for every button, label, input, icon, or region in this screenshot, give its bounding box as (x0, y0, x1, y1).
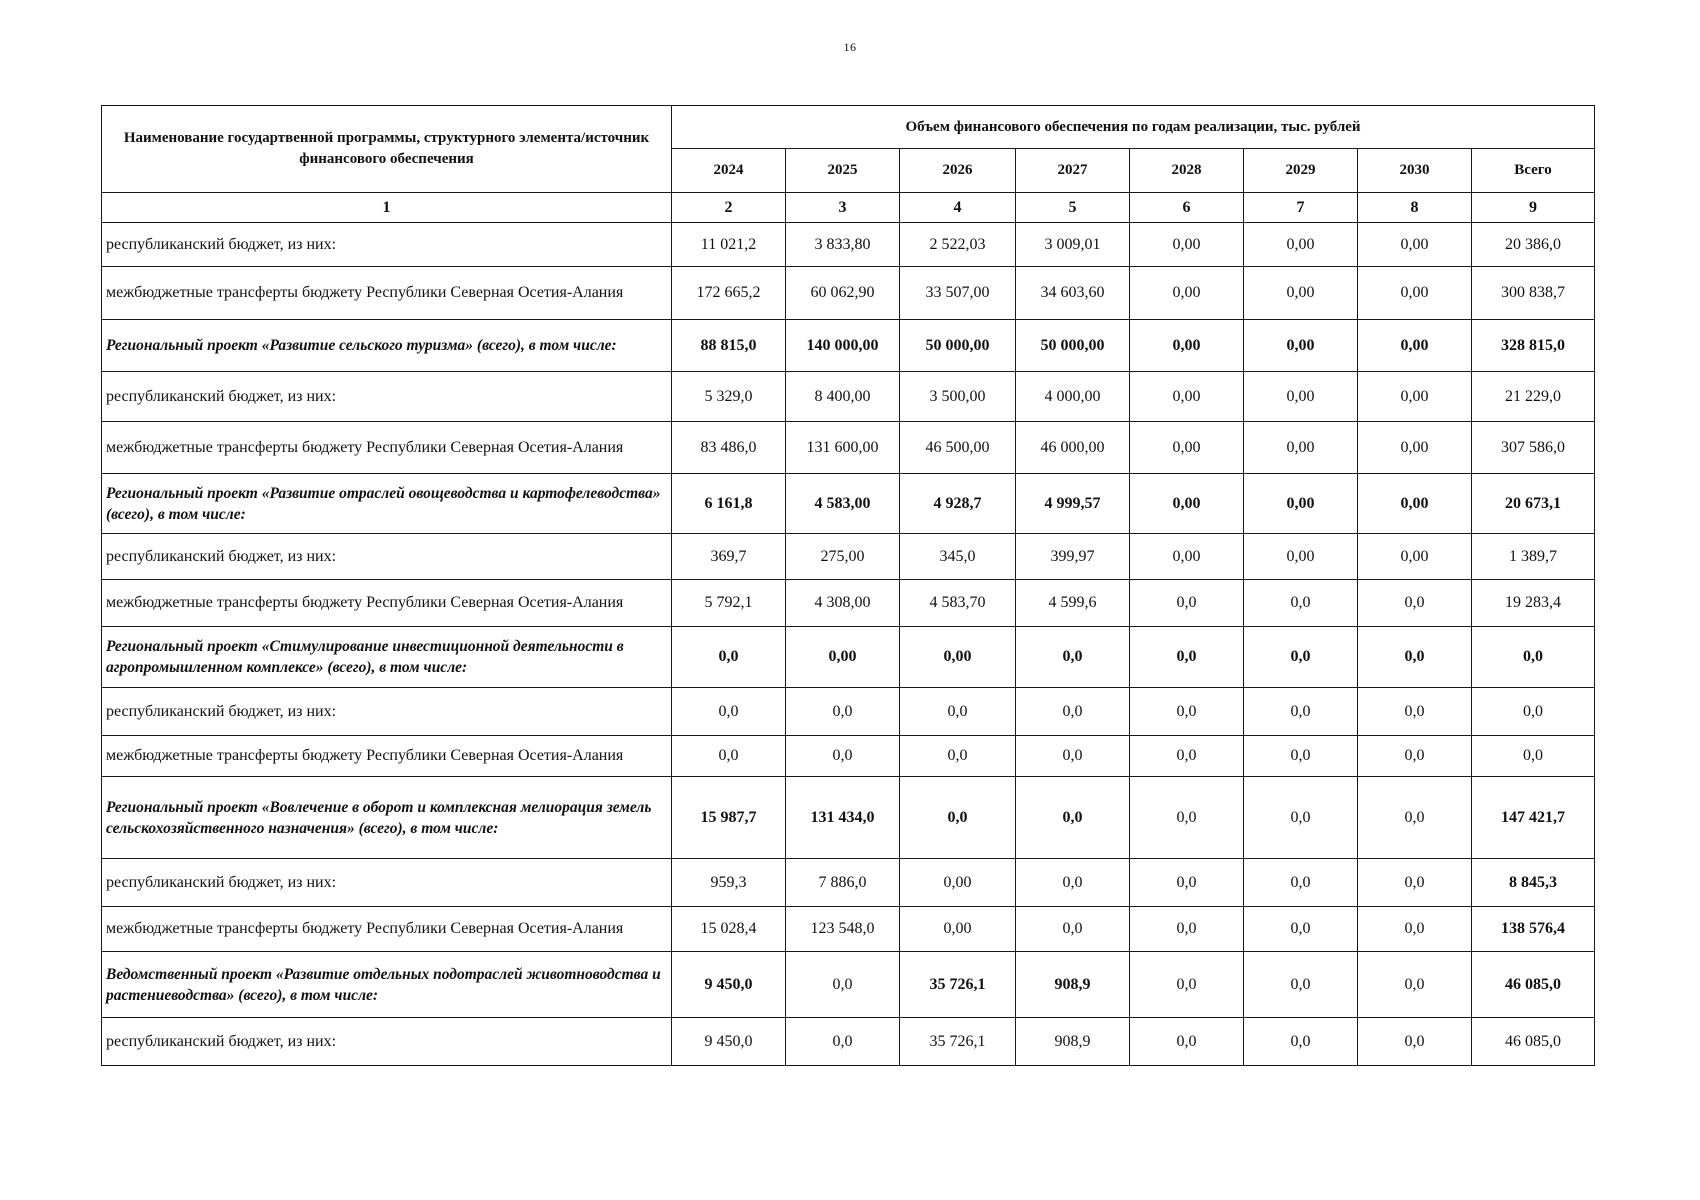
total-header: Всего (1472, 149, 1595, 193)
table-row (102, 422, 1595, 474)
row-name-cell: межбюджетные трансферты бюджету Республики Северная Осетия-Алания (102, 580, 672, 627)
value-cell: 0,0 (1016, 736, 1130, 777)
year-header-2026: 2026 (900, 149, 1016, 193)
value-cell: 307 586,0 (1472, 422, 1595, 474)
row-name-cell: Региональный проект «Вовлечение в оборот и комплексная мелиорация земель сельскохозяйственного назначения» (всего), в том числе: (102, 777, 672, 859)
value-cell: 138 576,4 (1472, 907, 1595, 952)
table-row (102, 580, 1595, 627)
column-index: 3 (786, 193, 900, 223)
value-cell: 33 507,00 (900, 267, 1016, 320)
column-index: 8 (1358, 193, 1472, 223)
value-cell: 50 000,00 (900, 320, 1016, 372)
year-header-2030: 2030 (1358, 149, 1472, 193)
value-cell: 0,00 (1244, 372, 1358, 422)
value-cell: 9 450,0 (672, 1018, 786, 1066)
value-cell: 0,00 (1358, 474, 1472, 534)
value-cell: 46 000,00 (1016, 422, 1130, 474)
year-header-2029: 2029 (1244, 149, 1358, 193)
value-cell: 3 833,80 (786, 223, 900, 267)
table-row (102, 223, 1595, 267)
value-cell: 35 726,1 (900, 952, 1016, 1018)
value-cell: 35 726,1 (900, 1018, 1016, 1066)
value-cell: 123 548,0 (786, 907, 900, 952)
header-row-1 (102, 106, 1595, 149)
year-header-2024: 2024 (672, 149, 786, 193)
year-header-2028: 2028 (1130, 149, 1244, 193)
value-cell: 4 583,70 (900, 580, 1016, 627)
value-cell: 6 161,8 (672, 474, 786, 534)
table-row (102, 474, 1595, 534)
value-cell: 11 021,2 (672, 223, 786, 267)
table-row (102, 267, 1595, 320)
value-cell: 0,0 (1244, 952, 1358, 1018)
table-row (102, 627, 1595, 688)
value-cell: 0,0 (1358, 688, 1472, 736)
page-number: 16 (843, 40, 857, 54)
column-index: 2 (672, 193, 786, 223)
table-row (102, 534, 1595, 580)
table-row (102, 907, 1595, 952)
value-cell: 60 062,90 (786, 267, 900, 320)
value-cell: 0,0 (1244, 688, 1358, 736)
value-cell: 0,0 (786, 1018, 900, 1066)
value-cell: 0,00 (1358, 534, 1472, 580)
value-cell: 0,00 (1244, 534, 1358, 580)
value-cell: 140 000,00 (786, 320, 900, 372)
value-cell: 147 421,7 (1472, 777, 1595, 859)
value-cell: 0,0 (1358, 580, 1472, 627)
value-cell: 0,0 (1244, 859, 1358, 907)
value-cell: 4 583,00 (786, 474, 900, 534)
row-name-cell: межбюджетные трансферты бюджету Республики Северная Осетия-Алания (102, 422, 672, 474)
value-cell: 4 999,57 (1016, 474, 1130, 534)
value-cell: 0,0 (1244, 907, 1358, 952)
value-cell: 0,00 (786, 627, 900, 688)
column-index: 5 (1016, 193, 1130, 223)
row-name-cell: Региональный проект «Развитие сельского туризма» (всего), в том числе: (102, 320, 672, 372)
value-cell: 0,0 (1358, 952, 1472, 1018)
value-cell: 20 386,0 (1472, 223, 1595, 267)
value-cell: 5 792,1 (672, 580, 786, 627)
table-row (102, 777, 1595, 859)
value-cell: 4 599,6 (1016, 580, 1130, 627)
value-cell: 0,0 (1130, 777, 1244, 859)
value-cell: 0,00 (1130, 223, 1244, 267)
value-cell: 4 000,00 (1016, 372, 1130, 422)
table-row (102, 320, 1595, 372)
name-column-header: Наименование государтвенной программы, структурного элемента/источник финансового обеспечения (102, 106, 672, 193)
row-name-cell: Региональный проект «Стимулирование инвестиционной деятельности в агропромышленном комплексе» (всего), в том числе: (102, 627, 672, 688)
value-cell: 4 308,00 (786, 580, 900, 627)
value-cell: 0,0 (786, 688, 900, 736)
value-cell: 21 229,0 (1472, 372, 1595, 422)
value-cell: 0,0 (1016, 688, 1130, 736)
row-name-cell: республиканский бюджет, из них: (102, 223, 672, 267)
value-cell: 0,0 (1358, 736, 1472, 777)
value-cell: 0,0 (1358, 1018, 1472, 1066)
value-cell: 3 009,01 (1016, 223, 1130, 267)
value-cell: 0,0 (672, 688, 786, 736)
value-cell: 0,0 (1472, 688, 1595, 736)
row-name-cell: республиканский бюджет, из них: (102, 1018, 672, 1066)
value-cell: 20 673,1 (1472, 474, 1595, 534)
value-cell: 0,00 (1358, 372, 1472, 422)
value-cell: 0,0 (1130, 736, 1244, 777)
value-cell: 0,0 (1130, 580, 1244, 627)
row-name-cell: Региональный проект «Развитие отраслей овощеводства и картофелеводства» (всего), в том числе: (102, 474, 672, 534)
value-cell: 50 000,00 (1016, 320, 1130, 372)
value-cell: 15 028,4 (672, 907, 786, 952)
value-cell: 3 500,00 (900, 372, 1016, 422)
value-cell: 0,00 (900, 907, 1016, 952)
value-cell: 959,3 (672, 859, 786, 907)
value-cell: 0,0 (1130, 1018, 1244, 1066)
value-cell: 0,0 (1016, 859, 1130, 907)
value-cell: 0,00 (900, 859, 1016, 907)
value-cell: 83 486,0 (672, 422, 786, 474)
row-name-cell: республиканский бюджет, из них: (102, 372, 672, 422)
value-cell: 0,0 (1244, 627, 1358, 688)
column-index: 7 (1244, 193, 1358, 223)
value-cell: 131 434,0 (786, 777, 900, 859)
value-cell: 908,9 (1016, 1018, 1130, 1066)
value-cell: 46 085,0 (1472, 1018, 1595, 1066)
value-cell: 88 815,0 (672, 320, 786, 372)
value-cell: 0,00 (1130, 422, 1244, 474)
table-row (102, 1018, 1595, 1066)
value-cell: 275,00 (786, 534, 900, 580)
value-cell: 5 329,0 (672, 372, 786, 422)
row-name-cell: Ведомственный проект «Развитие отдельных подотраслей животноводства и растениеводства» (всего), в том числе: (102, 952, 672, 1018)
value-cell: 0,0 (1016, 627, 1130, 688)
value-cell: 0,00 (1244, 223, 1358, 267)
value-cell: 8 400,00 (786, 372, 900, 422)
row-name-cell: республиканский бюджет, из них: (102, 859, 672, 907)
value-cell: 0,00 (1244, 267, 1358, 320)
row-name-cell: республиканский бюджет, из них: (102, 688, 672, 736)
table-body (102, 223, 1595, 1066)
value-cell: 0,0 (900, 688, 1016, 736)
value-cell: 0,0 (672, 627, 786, 688)
value-cell: 0,0 (786, 952, 900, 1018)
value-cell: 0,00 (1244, 422, 1358, 474)
value-cell: 0,0 (1016, 777, 1130, 859)
value-cell: 0,0 (1130, 688, 1244, 736)
year-header-2025: 2025 (786, 149, 900, 193)
value-cell: 0,00 (1358, 422, 1472, 474)
value-cell: 0,0 (672, 736, 786, 777)
row-name-cell: республиканский бюджет, из них: (102, 534, 672, 580)
value-cell: 0,0 (1244, 1018, 1358, 1066)
value-cell: 0,00 (1130, 267, 1244, 320)
value-cell: 0,00 (1130, 320, 1244, 372)
value-cell: 15 987,7 (672, 777, 786, 859)
year-header-2027: 2027 (1016, 149, 1130, 193)
value-cell: 0,0 (1016, 907, 1130, 952)
value-cell: 369,7 (672, 534, 786, 580)
value-cell: 0,00 (1130, 372, 1244, 422)
value-cell: 0,00 (900, 627, 1016, 688)
value-cell: 0,00 (1244, 474, 1358, 534)
value-cell: 0,00 (1358, 320, 1472, 372)
value-cell: 0,0 (1472, 736, 1595, 777)
value-cell: 0,00 (1358, 223, 1472, 267)
value-cell: 46 085,0 (1472, 952, 1595, 1018)
value-cell: 0,0 (1358, 859, 1472, 907)
financing-group-header: Объем финансового обеспечения по годам реализации, тыс. рублей (672, 106, 1595, 149)
table-row (102, 952, 1595, 1018)
value-cell: 1 389,7 (1472, 534, 1595, 580)
value-cell: 345,0 (900, 534, 1016, 580)
value-cell: 0,0 (786, 736, 900, 777)
value-cell: 328 815,0 (1472, 320, 1595, 372)
column-index: 1 (102, 193, 672, 223)
value-cell: 0,0 (1130, 907, 1244, 952)
value-cell: 9 450,0 (672, 952, 786, 1018)
value-cell: 0,0 (1244, 777, 1358, 859)
value-cell: 0,0 (1472, 627, 1595, 688)
value-cell: 300 838,7 (1472, 267, 1595, 320)
table-row (102, 736, 1595, 777)
row-name-cell: межбюджетные трансферты бюджету Республики Северная Осетия-Алания (102, 267, 672, 320)
value-cell: 131 600,00 (786, 422, 900, 474)
value-cell: 0,00 (1130, 474, 1244, 534)
table-row (102, 859, 1595, 907)
column-index-row (102, 193, 1595, 223)
value-cell: 0,00 (1130, 534, 1244, 580)
column-index: 6 (1130, 193, 1244, 223)
value-cell: 0,0 (1130, 859, 1244, 907)
value-cell: 34 603,60 (1016, 267, 1130, 320)
value-cell: 19 283,4 (1472, 580, 1595, 627)
table-row (102, 688, 1595, 736)
value-cell: 2 522,03 (900, 223, 1016, 267)
value-cell: 46 500,00 (900, 422, 1016, 474)
value-cell: 0,0 (1244, 736, 1358, 777)
value-cell: 0,0 (1130, 627, 1244, 688)
column-index: 4 (900, 193, 1016, 223)
value-cell: 0,0 (1358, 627, 1472, 688)
value-cell: 399,97 (1016, 534, 1130, 580)
table-row (102, 372, 1595, 422)
column-index: 9 (1472, 193, 1595, 223)
value-cell: 0,0 (900, 736, 1016, 777)
value-cell: 0,00 (1244, 320, 1358, 372)
value-cell: 0,0 (1244, 580, 1358, 627)
value-cell: 0,0 (1358, 907, 1472, 952)
value-cell: 0,00 (1358, 267, 1472, 320)
value-cell: 7 886,0 (786, 859, 900, 907)
value-cell: 0,0 (1358, 777, 1472, 859)
value-cell: 172 665,2 (672, 267, 786, 320)
value-cell: 4 928,7 (900, 474, 1016, 534)
value-cell: 8 845,3 (1472, 859, 1595, 907)
row-name-cell: межбюджетные трансферты бюджету Республики Северная Осетия-Алания (102, 907, 672, 952)
value-cell: 0,0 (900, 777, 1016, 859)
financing-table (101, 105, 1595, 1066)
row-name-cell: межбюджетные трансферты бюджету Республики Северная Осетия-Алания (102, 736, 672, 777)
value-cell: 0,0 (1130, 952, 1244, 1018)
value-cell: 908,9 (1016, 952, 1130, 1018)
